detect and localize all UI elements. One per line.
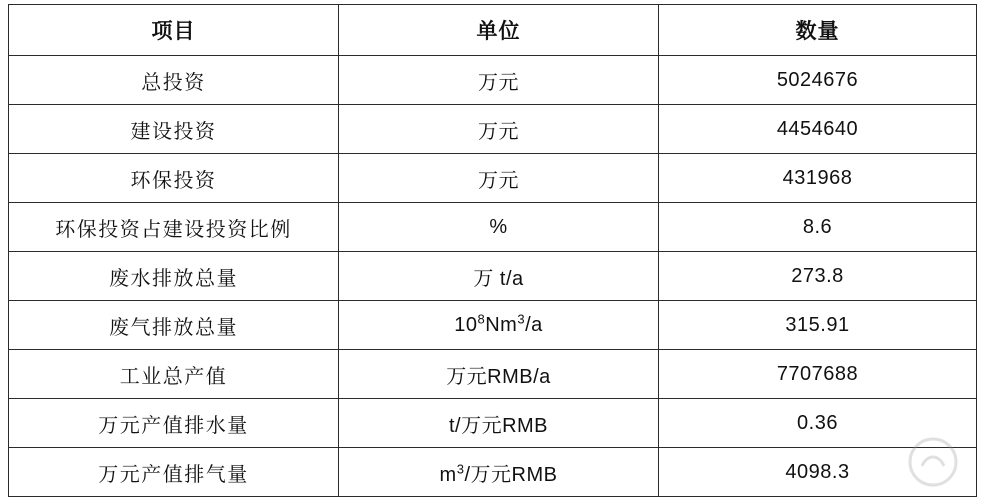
row-item-label: 万元产值排气量: [9, 448, 339, 497]
unit-mid: Nm: [485, 313, 518, 336]
table-row: [9, 105, 977, 154]
row-quantity-value: 431968: [659, 154, 977, 203]
row-unit-value: 万元: [339, 56, 659, 105]
column-header-item: 项目: [9, 5, 339, 56]
table-row: [9, 252, 977, 301]
row-item-label: 废水排放总量: [9, 252, 339, 301]
table-row: [9, 399, 977, 448]
table-row: [9, 301, 977, 350]
row-quantity-value: 315.91: [659, 301, 977, 350]
column-header-unit: 单位: [339, 5, 659, 56]
table-row: [9, 448, 977, 497]
row-unit-value: %: [339, 203, 659, 252]
row-item-label: 工业总产值: [9, 350, 339, 399]
summary-table: [8, 4, 977, 497]
unit-base: 10: [454, 313, 478, 336]
column-header-quantity: 数量: [659, 5, 977, 56]
table-row: [9, 350, 977, 399]
unit-exponent: 8: [477, 310, 486, 326]
row-unit-value: 万元RMB/a: [339, 350, 659, 399]
unit-suffix: /a: [525, 313, 543, 336]
row-quantity-value: 8.6: [659, 203, 977, 252]
row-quantity-value: 4098.3: [659, 448, 977, 497]
row-item-label: 总投资: [9, 56, 339, 105]
row-item-label: 建设投资: [9, 105, 339, 154]
row-unit-value: 万元: [339, 105, 659, 154]
row-item-label: 环保投资占建设投资比例: [9, 203, 339, 252]
row-quantity-value: 4454640: [659, 105, 977, 154]
row-unit-value: 万元: [339, 154, 659, 203]
table-row: [9, 154, 977, 203]
row-quantity-value: 7707688: [659, 350, 977, 399]
unit-suffix: /万元RMB: [464, 463, 558, 486]
unit-exponent-2: 3: [517, 310, 526, 326]
row-quantity-value: 273.8: [659, 252, 977, 301]
row-item-label: 废气排放总量: [9, 301, 339, 350]
row-quantity-value: 0.36: [659, 399, 977, 448]
row-quantity-value: 5024676: [659, 56, 977, 105]
row-item-label: 万元产值排水量: [9, 399, 339, 448]
table-row: [9, 56, 977, 105]
row-unit-value: [339, 448, 659, 497]
unit-exponent: 3: [456, 460, 465, 476]
table-row: [9, 203, 977, 252]
row-unit-value: [339, 301, 659, 350]
table-header-row: [9, 5, 977, 56]
row-item-label: 环保投资: [9, 154, 339, 203]
row-unit-value: 万 t/a: [339, 252, 659, 301]
row-unit-value: t/万元RMB: [339, 399, 659, 448]
unit-base: m: [439, 463, 457, 486]
